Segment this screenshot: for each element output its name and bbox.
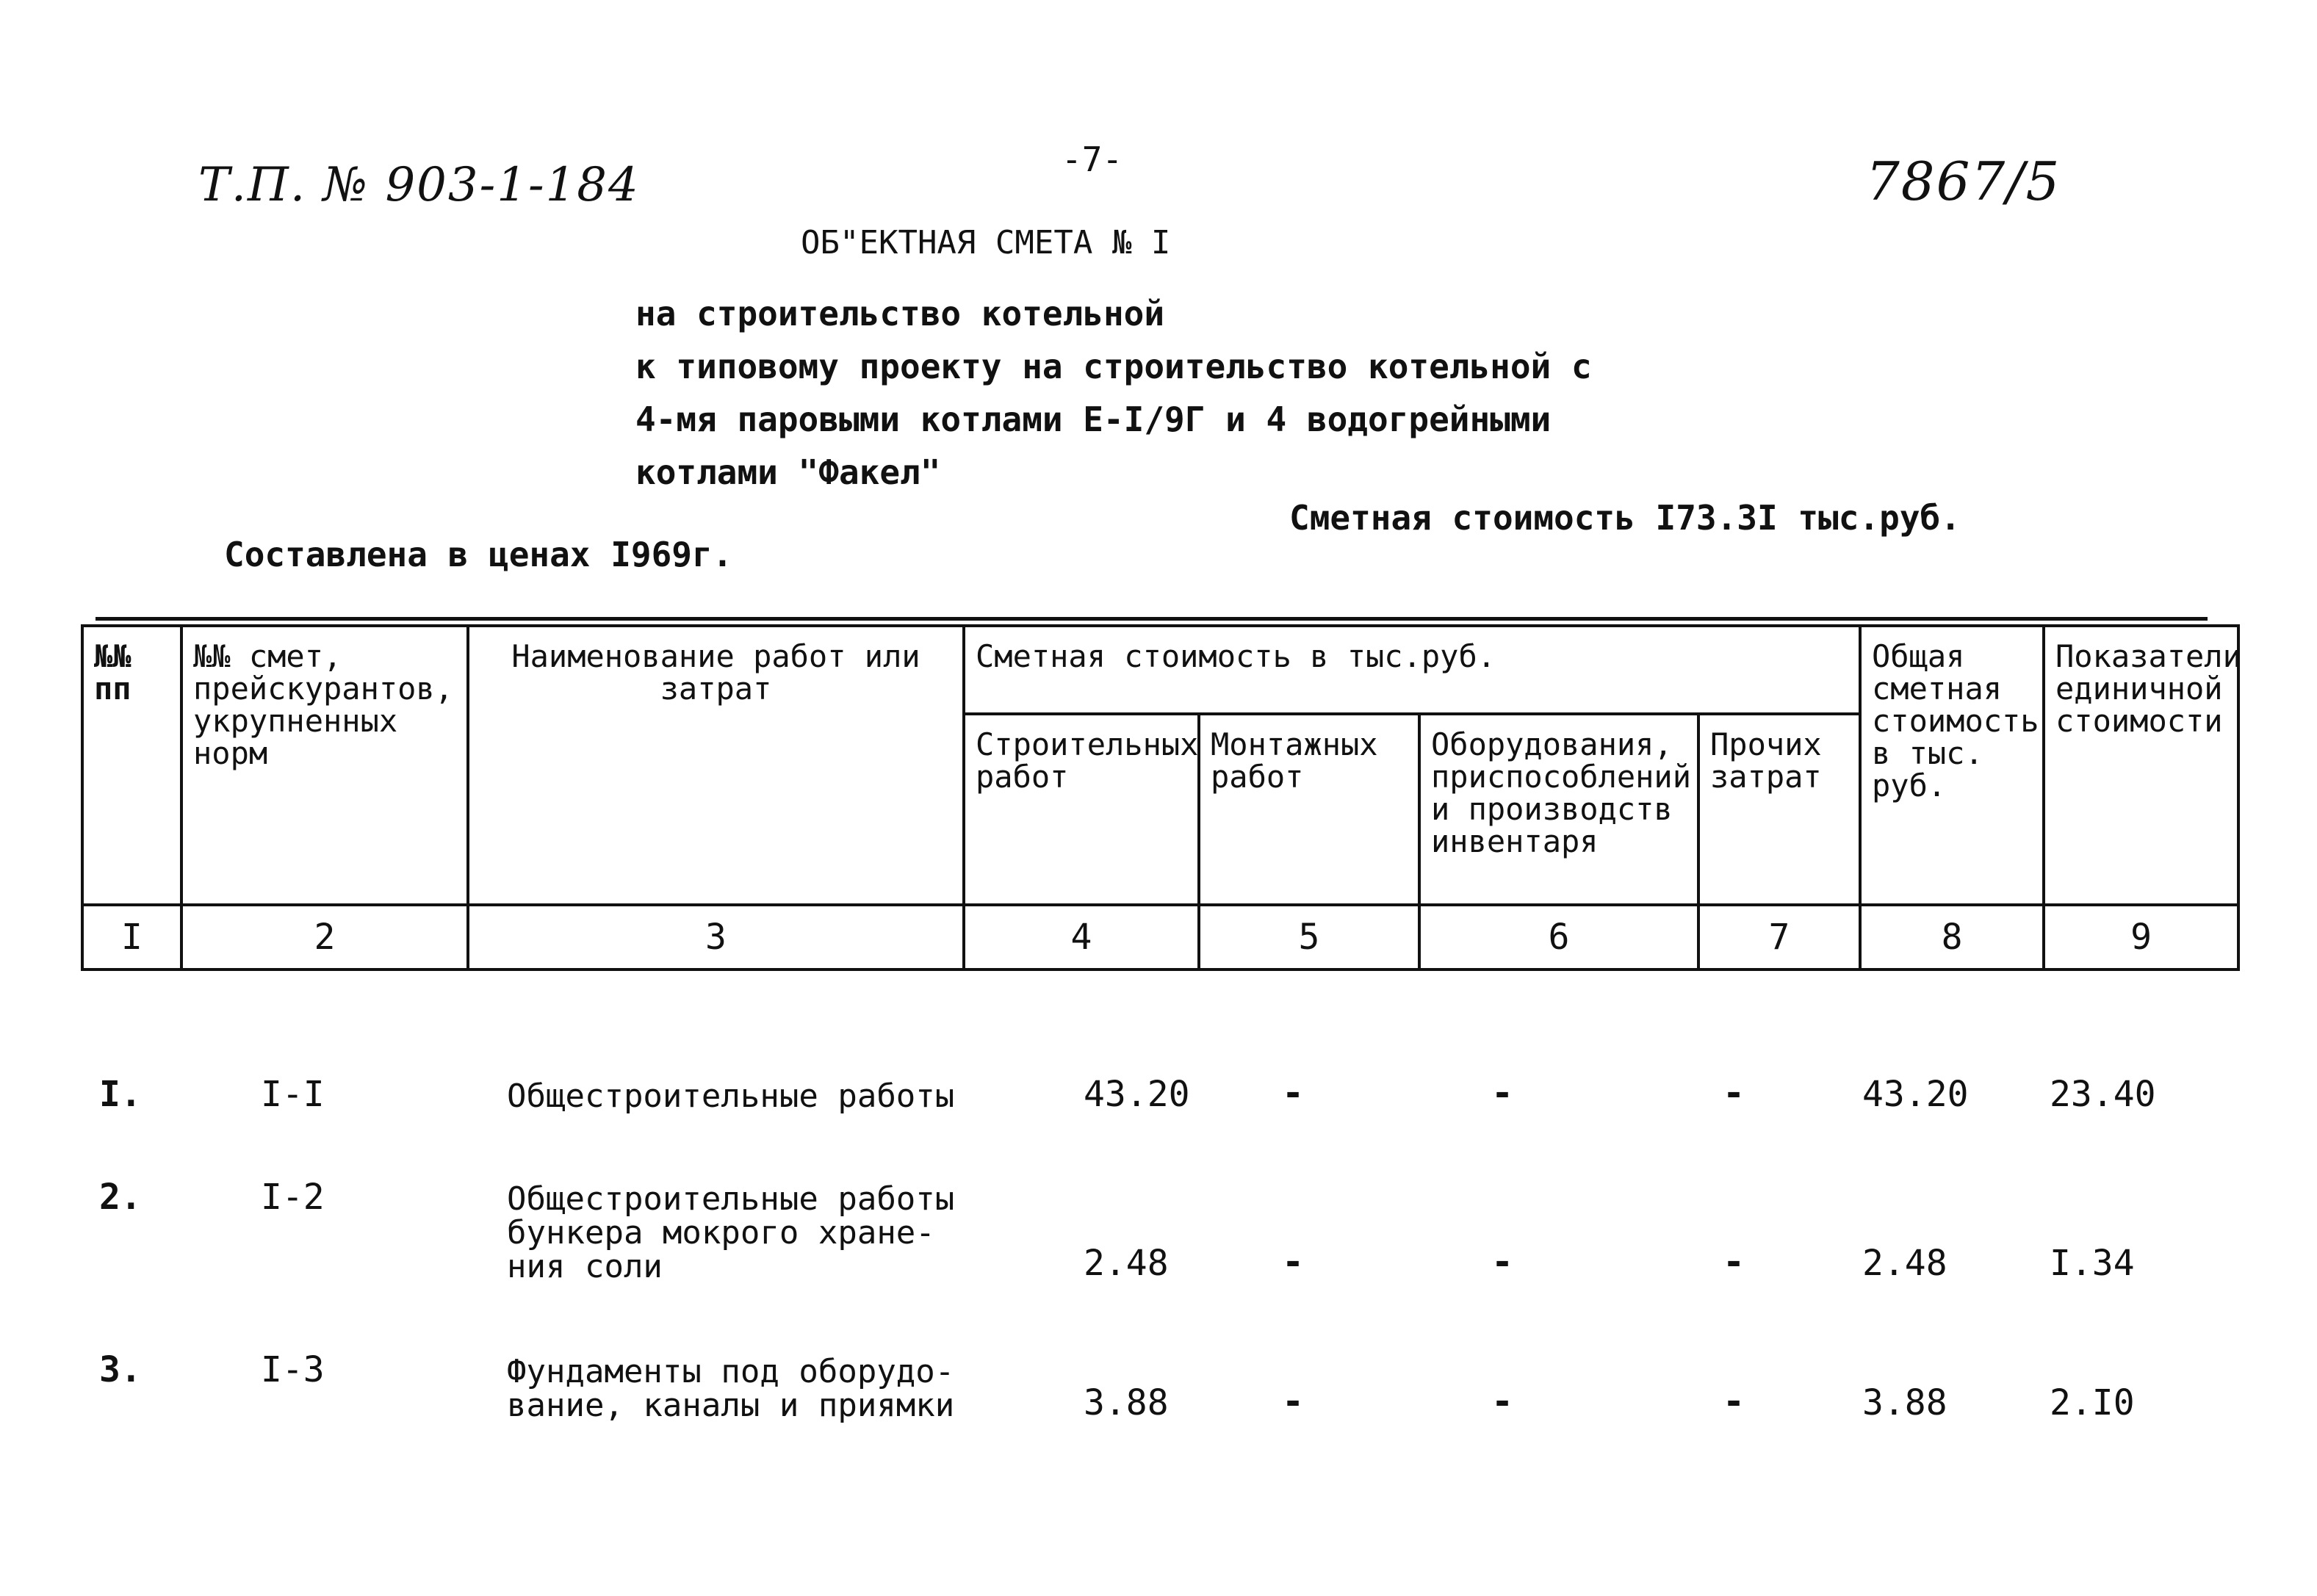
row-2-equip: - (1491, 1241, 1514, 1283)
subtitle-line-3: 4-мя паровыми котлами Е-I/9Г и 4 водогрейными (635, 400, 1552, 439)
row-3-number: 3. (99, 1349, 142, 1390)
document-title: ОБ"ЕКТНАЯ СМЕТА № I (801, 224, 1171, 261)
row-3-ref: I-3 (261, 1349, 325, 1390)
header-col-total: Общая сметная стоимость в тыс. руб. (1860, 626, 2044, 905)
row-1-name: Общестроительные работы (507, 1077, 955, 1115)
row-2-mount: - (1282, 1241, 1305, 1283)
row-2-total: 2.48 (1862, 1243, 1947, 1284)
header-group-cost: Сметная стоимость в тыс.руб. (964, 626, 1860, 714)
column-number: 5 (1199, 905, 1419, 969)
row-3-build: 3.88 (1084, 1382, 1169, 1423)
row-3-name: Фундаменты под оборудо- вание, каналы и приямки (507, 1353, 955, 1425)
column-number: I (82, 905, 181, 969)
column-number: 3 (468, 905, 964, 969)
row-3-total: 3.88 (1862, 1382, 1947, 1423)
header-col-mount: Монтажных работ (1199, 714, 1419, 905)
subtitle-line-1: на строительство котельной (635, 294, 1165, 333)
header-col-build: Строительных работ (964, 714, 1199, 905)
row-2-number: 2. (99, 1177, 142, 1218)
row-1-build: 43.20 (1084, 1074, 1190, 1115)
row-2-index: I.34 (2050, 1243, 2135, 1284)
header-col-number: №№ пп (82, 626, 181, 905)
row-1-index: 23.40 (2050, 1074, 2156, 1115)
row-1-number: I. (99, 1074, 142, 1115)
estimate-header-table (81, 624, 2240, 971)
estimated-cost: Сметная стоимость I73.3I тыс.руб. (1289, 498, 1961, 538)
page-number: -7- (1062, 140, 1123, 179)
column-number: 4 (964, 905, 1199, 969)
row-3-other: - (1723, 1380, 1745, 1423)
table-top-rule (96, 617, 2208, 621)
row-2-other: - (1723, 1241, 1745, 1283)
row-2-ref: I-2 (261, 1177, 325, 1218)
row-1-mount: - (1282, 1072, 1305, 1114)
column-number: 6 (1419, 905, 1698, 969)
subtitle-line-4: котлами "Факел" (635, 452, 941, 492)
header-col-ref: №№ смет, прейскурантов, укрупненных норм (181, 626, 468, 905)
row-1-equip: - (1491, 1072, 1514, 1114)
row-3-equip: - (1491, 1380, 1514, 1423)
row-3-mount: - (1282, 1380, 1305, 1423)
row-2-name: Общестроительные работы бункера мокрого хране- ния соли (507, 1180, 955, 1286)
column-number: 7 (1698, 905, 1860, 969)
header-col-other: Прочих затрат (1698, 714, 1860, 905)
header-col-index: Показатели единичной стоимости (2044, 626, 2238, 905)
doc-ref-handwritten: Т.П. № 903-1-184 (198, 158, 640, 212)
column-number: 9 (2044, 905, 2238, 969)
row-1-other: - (1723, 1072, 1745, 1114)
header-col-equip: Оборудования, приспособлений и производств инвентаря (1419, 714, 1698, 905)
header-col-name: Наименование работ или затрат (468, 626, 964, 905)
archive-number-handwritten: 7867/5 (1866, 151, 2061, 212)
column-number: 2 (181, 905, 468, 969)
row-1-total: 43.20 (1862, 1074, 1969, 1115)
prices-year: Составлена в ценах I969г. (224, 535, 733, 574)
row-3-index: 2.I0 (2050, 1382, 2135, 1423)
row-1-ref: I-I (261, 1074, 325, 1115)
row-2-build: 2.48 (1084, 1243, 1169, 1284)
column-number: 8 (1860, 905, 2044, 969)
subtitle-line-2: к типовому проекту на строительство котельной с (635, 347, 1592, 386)
